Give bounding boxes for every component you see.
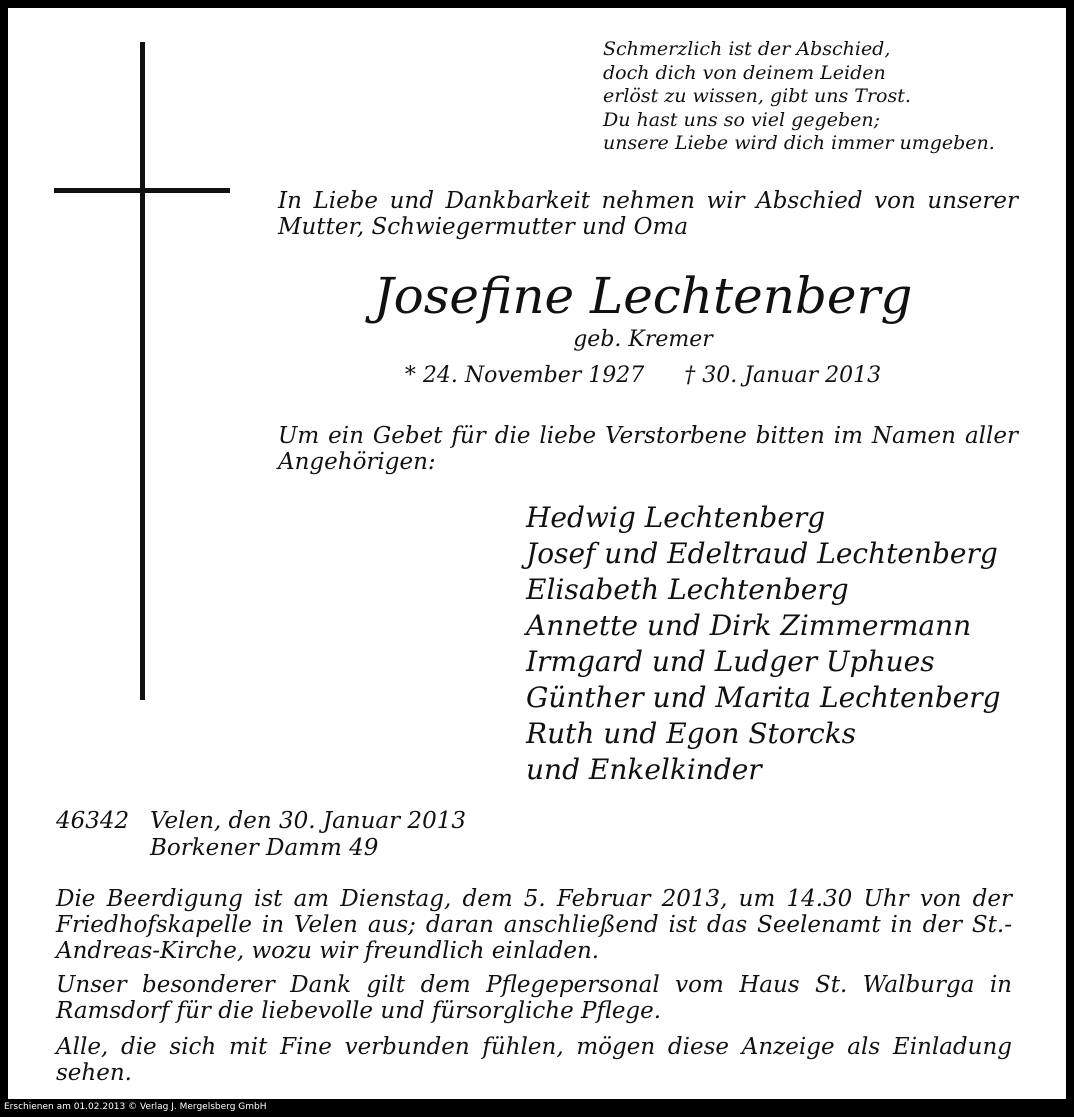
zip-code: 46342 bbox=[56, 808, 130, 834]
poem-line: unsere Liebe wird dich immer umgeben. bbox=[603, 132, 995, 154]
mourner: Annette und Dirk Zimmermann bbox=[526, 609, 972, 642]
mourner: und Enkelkinder bbox=[526, 753, 762, 786]
mourner: Irmgard und Ludger Uphues bbox=[526, 645, 935, 678]
place-date: Velen, den 30. Januar 2013 bbox=[150, 808, 466, 834]
birth-date: * 24. November 1927 bbox=[404, 363, 645, 388]
mourner: Hedwig Lechtenberg bbox=[526, 501, 826, 534]
mourner: Günther und Marita Lechtenberg bbox=[526, 681, 1001, 714]
publication-footer: Erschienen am 01.02.2013 © Verlag J. Mergelsberg GmbH bbox=[4, 1102, 267, 1112]
mourner: Josef und Edeltraud Lechtenberg bbox=[526, 537, 998, 570]
obituary-notice bbox=[8, 8, 1066, 1099]
thanks-paragraph: Unser besonderer Dank gilt dem Pflegepersonal vom Haus St. Walburga in Ramsdorf für die liebevolle und fürsorgliche Pflege. bbox=[56, 972, 1012, 1024]
address-block bbox=[56, 808, 466, 862]
funeral-info: Die Beerdigung ist am Dienstag, dem 5. Februar 2013, um 14.30 Uhr von der Friedhofskapelle in Velen aus; daran anschließend ist das Seelenamt in der St.-Andreas-Kirche, wozu wir freundlich einladen. bbox=[56, 886, 1012, 964]
cross-icon-vertical-bar bbox=[140, 42, 145, 700]
cross-icon-horizontal-bar bbox=[54, 188, 230, 193]
invitation-paragraph: Alle, die sich mit Fine verbunden fühlen, mögen diese Anzeige als Einladung sehen. bbox=[56, 1034, 1012, 1086]
poem-line: doch dich von deinem Leiden bbox=[603, 61, 886, 84]
intro-text: In Liebe und Dankbarkeit nehmen wir Abschied von unserer Mutter, Schwiegermutter und Oma bbox=[278, 188, 1018, 240]
poem-line: erlöst zu wissen, gibt uns Trost. bbox=[603, 85, 911, 107]
poem-line: Du hast uns so viel gegeben; bbox=[603, 108, 881, 131]
mourners-list bbox=[526, 500, 1066, 788]
death-date: † 30. Januar 2013 bbox=[684, 363, 882, 388]
life-dates bbox=[278, 362, 1008, 390]
deceased-name: Josefine Lechtenberg bbox=[373, 267, 913, 325]
birth-name: geb. Kremer bbox=[573, 327, 713, 352]
poem-line: Schmerzlich ist der Abschied, bbox=[603, 38, 891, 60]
prayer-request: Um ein Gebet für die liebe Verstorbene bitten im Namen aller Angehörigen: bbox=[278, 423, 1018, 475]
mourner: Ruth und Egon Storcks bbox=[526, 717, 857, 750]
mourner: Elisabeth Lechtenberg bbox=[526, 573, 849, 606]
street: Borkener Damm 49 bbox=[150, 835, 379, 861]
poem bbox=[603, 38, 1063, 156]
